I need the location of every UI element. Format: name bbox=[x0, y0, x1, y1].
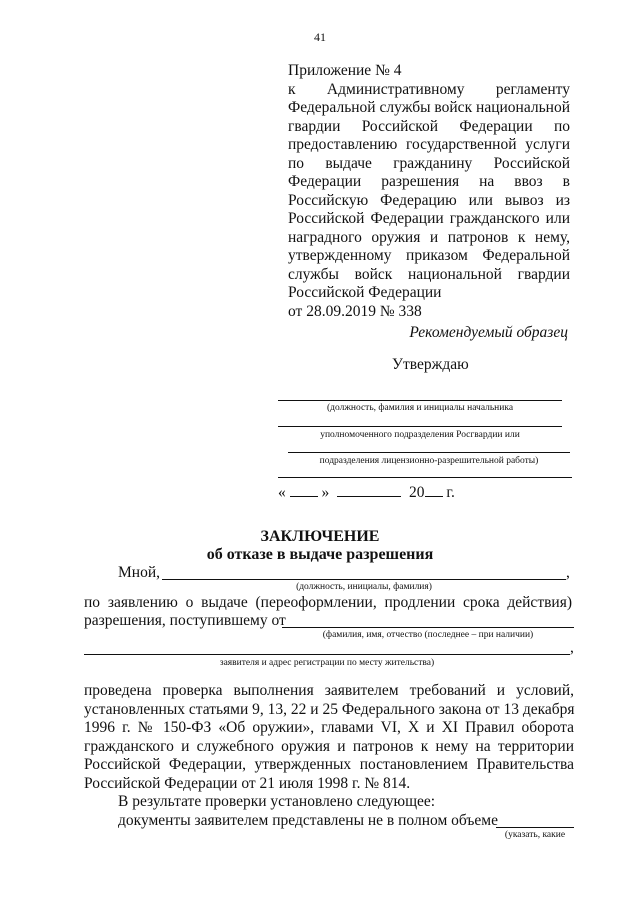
date-line bbox=[278, 482, 455, 502]
appendix-line: Российской Федерации bbox=[288, 284, 442, 301]
appendix-line: к Административному регламенту bbox=[288, 80, 570, 98]
check-line: установленных статьями 9, 13, 22 и 25 Федерального закона от 13 декабря bbox=[84, 700, 575, 718]
documents-caption: (указать, какие bbox=[504, 830, 566, 840]
month-blank bbox=[337, 482, 401, 497]
appendix-line: Российской Федерации гражданского или bbox=[288, 210, 570, 227]
check-line: проведена проверка выполнения заявителем требований и условий, bbox=[84, 682, 574, 699]
appendix-line: от 28.09.2019 № 338 bbox=[288, 302, 422, 320]
appendix-line: утвержденному приказом Федеральной bbox=[288, 247, 570, 264]
by-me-fill-line bbox=[162, 579, 566, 580]
appendix-line: гвардии Российской Федерации по bbox=[288, 117, 570, 135]
address-fill-line bbox=[84, 654, 570, 655]
approve-caption: подразделения лицензионно-разрешительной работы) bbox=[319, 456, 539, 466]
page-number: 41 bbox=[314, 30, 326, 44]
appendix-line: предоставлению государственной услуги bbox=[288, 136, 570, 153]
by-me-label: Мной, bbox=[118, 564, 160, 581]
appendix-line: Федерации разрешения на ввоз в bbox=[288, 173, 570, 190]
year-prefix: 20 bbox=[409, 484, 425, 501]
approve-fill-line bbox=[288, 452, 570, 453]
appendix-line: Приложение № 4 bbox=[288, 62, 402, 79]
documents-line: документы заявителем представлены не в полном объеме bbox=[118, 812, 498, 829]
appendix-line: службы войск национальной гвардии bbox=[288, 265, 570, 283]
approve-fill-line bbox=[278, 426, 562, 427]
appendix-block bbox=[288, 62, 570, 321]
documents-fill-line bbox=[496, 827, 574, 828]
address-caption: заявителя и адрес регистрации по месту жительства) bbox=[219, 658, 435, 668]
recommended-sample-label: Рекомендуемый образец bbox=[409, 324, 568, 341]
result-line: В результате проверки установлено следующее: bbox=[118, 793, 436, 810]
document-title: ЗАКЛЮЧЕНИЕ bbox=[260, 528, 380, 545]
year-suffix: г. bbox=[446, 484, 455, 501]
date-close-quote: » bbox=[321, 484, 330, 501]
approve-fill-line bbox=[278, 400, 562, 401]
approve-caption: (должность, фамилия и инициалы начальника bbox=[326, 403, 514, 413]
appendix-line: Российскую Федерацию или вывоз из bbox=[288, 191, 570, 209]
received-from-caption: (фамилия, имя, отчество (последнее – при наличии) bbox=[322, 630, 534, 640]
date-open-quote: « bbox=[278, 484, 286, 501]
check-line: 1996 г. № 150-ФЗ «Об оружии», главами VI, X и XI Правил оборота bbox=[84, 719, 574, 736]
check-line: гражданского и служебного оружия и патронов к нему на территории bbox=[84, 737, 574, 755]
by-me-comma: , bbox=[566, 564, 570, 581]
check-line: Российской Федерации, утвержденных постановлением Правительства bbox=[84, 756, 574, 773]
check-paragraph bbox=[84, 682, 574, 793]
check-line: Российской Федерации от 21 июля 1998 г. № 814. bbox=[84, 774, 411, 792]
received-from-label: разрешения, поступившему от bbox=[84, 612, 286, 629]
received-from-fill-line bbox=[282, 627, 574, 628]
day-blank bbox=[290, 482, 318, 497]
document-subtitle: об отказе в выдаче разрешения bbox=[206, 546, 434, 563]
address-comma: , bbox=[570, 639, 574, 656]
by-me-caption: (должность, инициалы, фамилия) bbox=[296, 582, 432, 592]
application-line: по заявлению о выдаче (переоформлении, продлении срока действия) bbox=[84, 594, 572, 611]
year-blank bbox=[425, 482, 443, 497]
appendix-line: наградного оружия и патронов к нему, bbox=[288, 228, 570, 246]
approve-fill-line bbox=[278, 477, 572, 478]
approve-caption: уполномоченного подразделения Росгвардии или bbox=[320, 430, 520, 440]
approve-label: Утверждаю bbox=[392, 356, 469, 373]
appendix-line: по выдаче гражданину Российской bbox=[288, 154, 570, 172]
appendix-line: Федеральной службы войск национальной bbox=[288, 99, 570, 116]
